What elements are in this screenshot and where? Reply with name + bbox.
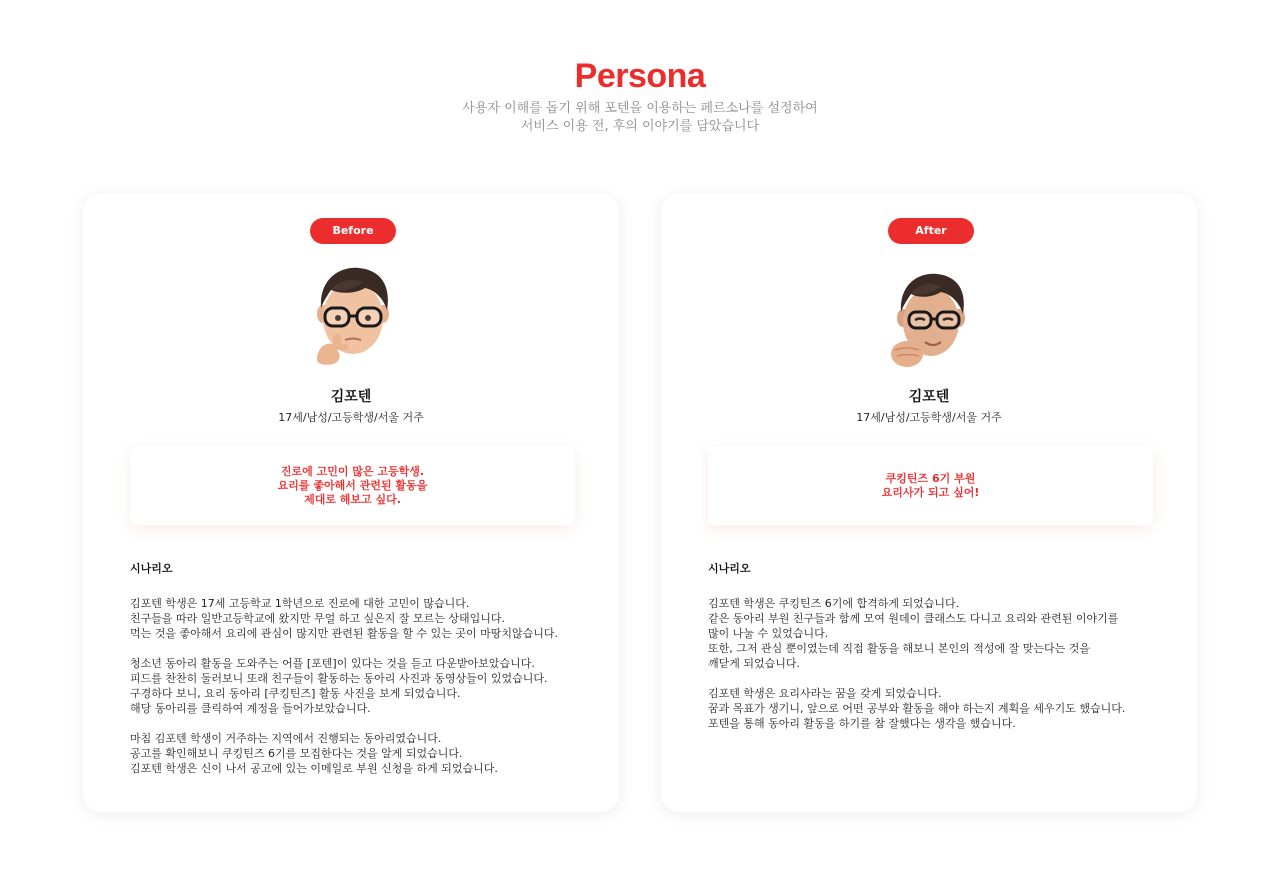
subtitle-line-1: 사용자 이해를 돕기 위해 포텐을 이용하는 페르소나를 설정하여 [462,101,818,116]
persona-meta: 17세/남성/고등학생/서울 거주 [856,411,1002,424]
persona-quote-box [708,446,1153,525]
scenario-body [130,596,580,791]
scenario-paragraph: 김포텐 학생은 요리사라는 꿈을 갖게 되었습니다. 꿈과 목표가 생기니, 앞으로 어떤 공부와 활동을 해야 하는지 계획을 세우기도 했습니다. 포텐을 통해 동아리 활동을 하기를 참 잘했다는 생각을 했습니다. [708,687,1126,730]
scenario-body [708,596,1158,746]
before-badge: Before [310,218,396,244]
page-subtitle [0,100,1280,136]
scenario-title: 시나리오 [130,562,173,575]
page-title: Persona [574,57,706,95]
subtitle-line-2: 서비스 이용 전, 후의 이야기를 담았습니다 [520,119,760,134]
memoji-fist-avatar-icon [889,264,973,368]
scenario-paragraph: 청소년 동아리 활동을 도와주는 어플 [포텐]이 있다는 것을 듣고 다운받아보았습니다. 피드를 찬찬히 둘러보니 또래 친구들이 활동하는 동아리 사진과 동영상들이 있었습니다. 구경하다 보니, 요리 동아리 [쿠킹틴즈] 활동 사진을 보게 되었습니다. 해당 동아리를 클릭하여 계정을 들어가보았습니다. [130,657,548,715]
persona-quote: 진로에 고민이 많은 고등학생. 요리를 좋아해서 관련된 활동을 제대로 해보고 싶다. [277,464,428,506]
persona-card-after [661,194,1197,812]
persona-meta: 17세/남성/고등학생/서울 거주 [278,411,424,424]
persona-quote: 쿠킹틴즈 6기 부원 요리사가 되고 싶어! [881,471,980,499]
persona-name: 김포텐 [908,389,950,405]
memoji-thinking-avatar-icon [311,264,395,368]
page-header [0,58,1280,136]
persona-quote-box [130,446,575,525]
scenario-paragraph: 마침 김포텐 학생이 거주하는 지역에서 진행되는 동아리였습니다. 공고를 확인해보니 쿠킹틴즈 6기를 모집한다는 것을 알게 되었습니다. 김포텐 학생은 신이 나서 공고에 있는 이메일로 부원 신청을 하게 되었습니다. [130,732,498,775]
scenario-paragraph: 김포텐 학생은 쿠킹틴즈 6기에 합격하게 되었습니다. 같은 동아리 부원 친구들과 함께 모여 원데이 클래스도 다니고 요리와 관련된 이야기를 많이 나눌 수 있었습니다. 또한, 그저 관심 뿐이였는데 직접 활동을 해보니 본인의 적성에 잘 맞는다는 것을 깨닫게 되었습니다. [708,597,1119,670]
scenario-paragraph: 김포텐 학생은 17세 고등학교 1학년으로 진로에 대한 고민이 많습니다. 친구들을 따라 일반고등학교에 왔지만 무얼 하고 싶은지 잘 모르는 상태입니다. 먹는 것을 좋아해서 요리에 관심이 많지만 관련된 활동을 할 수 있는 곳이 마땅치않습니다. [130,597,558,640]
after-badge: After [888,218,974,244]
scenario-title: 시나리오 [708,562,751,575]
persona-name: 김포텐 [330,389,372,405]
persona-card-before [83,194,619,812]
